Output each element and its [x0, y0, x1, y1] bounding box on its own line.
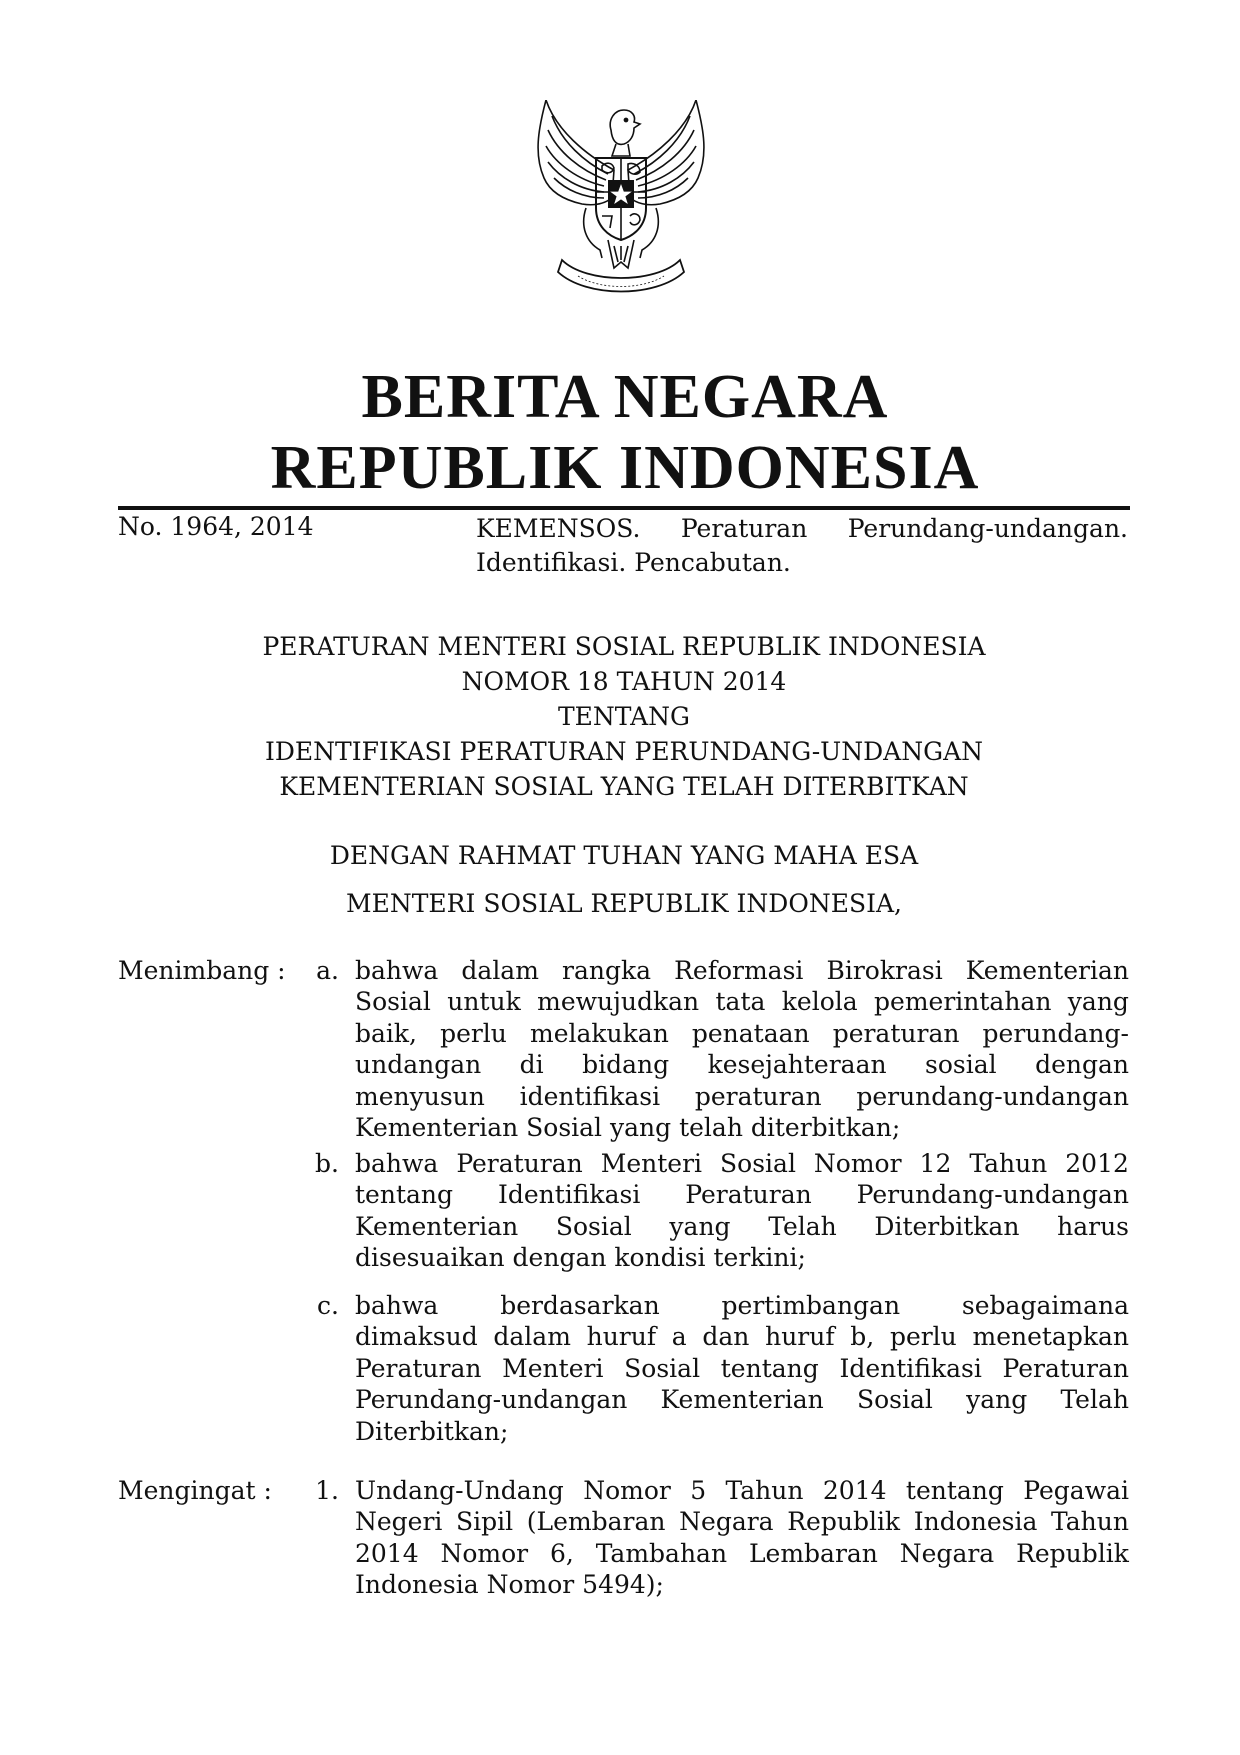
paragraph-word: Tahun — [725, 1476, 804, 1505]
paragraph-word: pertimbangan — [721, 1291, 901, 1320]
paragraph-word: Tahun — [1051, 1507, 1129, 1537]
paragraph-line — [355, 1211, 1129, 1242]
paragraph-word: 2012 — [1065, 1149, 1129, 1178]
menimbang-item-mark: a. — [316, 956, 339, 985]
paragraph-line — [355, 1384, 1129, 1415]
paragraph-word: Menteri — [502, 1353, 604, 1383]
subject-word: KEMENSOS. — [476, 514, 641, 543]
paragraph-word: b, — [850, 1322, 875, 1352]
paragraph-word: Identifikasi — [839, 1353, 982, 1383]
gazette-subject-line-1 — [476, 512, 1128, 546]
gazette-subject — [476, 512, 1128, 580]
menimbang-label: Menimbang : — [118, 956, 286, 985]
title-line: KEMENTERIAN SOSIAL YANG TELAH DITERBITKAN — [279, 772, 969, 801]
paragraph-word: menyusun — [355, 1081, 485, 1111]
paragraph-word: yang — [966, 1385, 1028, 1415]
paragraph-word: Indonesia — [913, 1507, 1038, 1537]
paragraph-word: identifikasi — [519, 1081, 661, 1111]
paragraph-word: melakukan — [529, 1018, 669, 1048]
paragraph-word: Republik — [787, 1507, 901, 1537]
masthead-divider — [118, 506, 1130, 510]
gazette-subject-line-2: Identifikasi. Pencabutan. — [476, 548, 791, 577]
paragraph-line — [355, 1475, 1129, 1506]
paragraph-word: kesejahteraan — [707, 1050, 887, 1080]
title-line: TENTANG — [557, 702, 690, 731]
mengingat-label: Mengingat : — [118, 1476, 272, 1505]
paragraph-word: 2014 — [822, 1476, 887, 1505]
paragraph-word: Reformasi — [674, 956, 804, 985]
paragraph-word: Peraturan — [1002, 1353, 1129, 1383]
menimbang-item-c — [355, 1290, 1129, 1447]
paragraph-word: Kementerian — [355, 1211, 519, 1241]
paragraph-line — [355, 1179, 1129, 1210]
paragraph-line — [355, 1353, 1129, 1384]
paragraph-line: Indonesia Nomor 5494); — [355, 1570, 664, 1600]
regulation-title — [118, 630, 1130, 805]
paragraph-word: 6, — [549, 1538, 574, 1568]
menimbang-item-mark: b. — [315, 1149, 339, 1178]
paragraph-word: penataan — [691, 1018, 810, 1048]
paragraph-word: untuk — [447, 987, 521, 1017]
paragraph-word: perundang- — [982, 1018, 1129, 1048]
paragraph-word: undangan — [355, 1050, 482, 1080]
paragraph-word: dengan — [1035, 1050, 1129, 1080]
paragraph-word: Undang-Undang — [355, 1476, 564, 1505]
paragraph-word: Negara — [679, 1507, 774, 1537]
paragraph-word: sosial — [925, 1050, 997, 1080]
paragraph-word: Sosial — [624, 1353, 701, 1383]
paragraph-word: Republik — [1016, 1538, 1129, 1568]
paragraph-line — [355, 1049, 1129, 1080]
paragraph-word: huruf — [765, 1322, 835, 1352]
paragraph-word: peraturan — [694, 1081, 822, 1111]
paragraph-word: dan — [702, 1322, 750, 1352]
paragraph-word: Tahun — [969, 1149, 1048, 1178]
paragraph-word: 5 — [690, 1476, 707, 1505]
paragraph-word: harus — [1057, 1211, 1129, 1241]
paragraph-word: di — [519, 1050, 544, 1080]
masthead-line-1: BERITA NEGARA — [361, 363, 889, 431]
paragraph-line — [355, 1506, 1129, 1537]
paragraph-word: tata — [715, 987, 766, 1017]
paragraph-word: yang — [1067, 987, 1129, 1017]
paragraph-word: Sosial — [720, 1149, 796, 1178]
paragraph-word: perlu — [889, 1322, 957, 1352]
paragraph-word: Perundang-undangan — [355, 1385, 628, 1415]
paragraph-word: perlu — [440, 1018, 507, 1048]
paragraph-word: Telah — [1060, 1385, 1129, 1415]
paragraph-word: Identifikasi — [497, 1180, 641, 1210]
paragraph-word: Nomor — [440, 1538, 529, 1568]
paragraph-word: huruf — [586, 1322, 657, 1352]
paragraph-word: Sosial — [856, 1385, 933, 1415]
paragraph-word: Pegawai — [1023, 1476, 1129, 1505]
menimbang-item-b — [355, 1148, 1129, 1274]
paragraph-word: kelola — [781, 987, 858, 1017]
title-line: PERATURAN MENTERI SOSIAL REPUBLIK INDONESIA — [262, 632, 986, 661]
opening-formula — [118, 839, 1130, 935]
paragraph-word: Lembaran — [748, 1538, 878, 1568]
subject-word: Peraturan — [680, 514, 808, 543]
paragraph-word: dalam — [493, 1322, 571, 1352]
paragraph-word: Peraturan — [355, 1353, 482, 1383]
gazette-number: No. 1964, 2014 — [118, 512, 314, 541]
paragraph-word: Negara — [899, 1538, 995, 1568]
paragraph-line — [355, 1321, 1129, 1352]
paragraph-line — [355, 1081, 1129, 1112]
paragraph-word: Kementerian — [660, 1385, 824, 1415]
paragraph-word: Telah — [768, 1211, 837, 1241]
paragraph-word: tentang — [720, 1353, 819, 1383]
paragraph-line — [355, 1148, 1129, 1179]
paragraph-line — [355, 955, 1129, 986]
paragraph-word: menetapkan — [972, 1322, 1129, 1352]
paragraph-word: 2014 — [355, 1538, 419, 1568]
paragraph-word: sebagaimana — [961, 1291, 1129, 1320]
mengingat-item-1 — [355, 1475, 1129, 1601]
paragraph-word: Peraturan — [685, 1180, 812, 1210]
paragraph-word: baik, — [355, 1018, 417, 1048]
paragraph-line: Kementerian Sosial yang telah diterbitkan; — [355, 1113, 901, 1143]
paragraph-line: disesuaikan dengan kondisi terkini; — [355, 1243, 806, 1273]
paragraph-word: Sosial — [355, 987, 431, 1017]
paragraph-line: Diterbitkan; — [355, 1416, 509, 1446]
subject-word: Perundang-undangan. — [847, 514, 1128, 543]
paragraph-word: berdasarkan — [500, 1291, 660, 1320]
paragraph-word: Peraturan — [456, 1149, 583, 1178]
paragraph-word: Sipil — [456, 1507, 514, 1537]
masthead-line-2: REPUBLIK INDONESIA — [270, 434, 980, 502]
paragraph-word: bahwa — [355, 1149, 439, 1178]
paragraph-word: Tambahan — [595, 1538, 728, 1568]
paragraph-word: peraturan — [832, 1018, 960, 1048]
paragraph-word: tentang — [355, 1180, 453, 1210]
paragraph-word: Nomor — [813, 1149, 902, 1178]
paragraph-word: (Lembaran — [526, 1507, 666, 1537]
paragraph-word: Nomor — [583, 1476, 671, 1505]
paragraph-line — [355, 1290, 1129, 1321]
menimbang-item-a — [355, 955, 1129, 1143]
paragraph-line — [355, 1018, 1129, 1049]
opening-line: DENGAN RAHMAT TUHAN YANG MAHA ESA — [329, 841, 919, 870]
paragraph-word: Sosial — [555, 1211, 632, 1241]
paragraph-word: Perundang-undangan — [856, 1180, 1129, 1210]
mengingat-item-mark: 1. — [315, 1476, 339, 1505]
paragraph-word: tentang — [905, 1476, 1004, 1505]
opening-line: MENTERI SOSIAL REPUBLIK INDONESIA, — [346, 889, 902, 918]
paragraph-word: Kementerian — [965, 956, 1129, 985]
paragraph-word: pemerintahan — [874, 987, 1052, 1017]
paragraph-word: a — [671, 1322, 687, 1352]
paragraph-word: perundang-undangan — [856, 1081, 1129, 1111]
paragraph-line — [355, 986, 1129, 1017]
paragraph-word: rangka — [562, 956, 652, 985]
paragraph-word: bidang — [582, 1050, 670, 1080]
paragraph-word: Diterbitkan — [874, 1211, 1020, 1241]
paragraph-word: mewujudkan — [537, 987, 700, 1017]
paragraph-word: 12 — [919, 1149, 952, 1178]
paragraph-word: Menteri — [600, 1149, 703, 1178]
title-line: NOMOR 18 TAHUN 2014 — [461, 667, 787, 696]
paragraph-word: dalam — [461, 956, 539, 985]
paragraph-word: Birokrasi — [826, 956, 943, 985]
title-line: IDENTIFIKASI PERATURAN PERUNDANG-UNDANGAN — [264, 737, 984, 766]
paragraph-word: dimaksud — [355, 1322, 478, 1352]
paragraph-line — [355, 1538, 1129, 1569]
paragraph-word: bahwa — [355, 956, 439, 985]
paragraph-word: Negeri — [355, 1507, 443, 1537]
menimbang-item-mark: c. — [317, 1291, 339, 1320]
garuda-emblem-icon — [516, 100, 726, 310]
paragraph-word: bahwa — [355, 1291, 439, 1320]
paragraph-word: yang — [669, 1211, 731, 1241]
